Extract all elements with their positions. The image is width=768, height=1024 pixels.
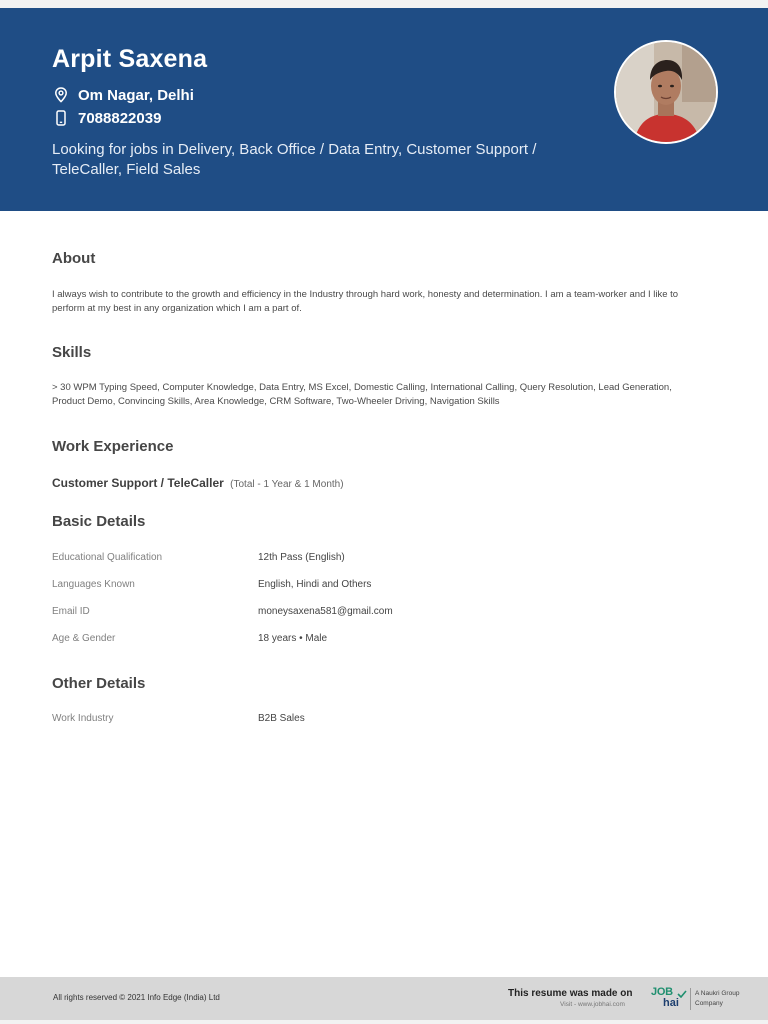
naukri-group-text — [695, 989, 755, 1009]
jobhai-logo[interactable] — [649, 985, 689, 1013]
detail-label-age-gender: Age & Gender — [52, 633, 116, 644]
detail-value-email[interactable]: moneysaxena581@gmail.com — [258, 606, 393, 617]
job-preferences: Looking for jobs in Delivery, Back Office / Data Entry, Customer Support / TeleCaller, Field Sales — [52, 141, 537, 178]
made-on-text: This resume was made on — [508, 988, 633, 999]
detail-label-email: Email ID — [52, 606, 90, 617]
experience-entry — [52, 476, 344, 490]
skills-title: Skills — [52, 344, 92, 361]
about-text: I always wish to contribute to the growth and efficiency in the Industry through hard work, honesty and determination. I am a team-worker and I like to perform at my best in any organization which I am a part of. — [52, 289, 679, 314]
phone-icon — [52, 109, 70, 127]
detail-value-qualification: 12th Pass (English) — [258, 552, 345, 563]
basic-details-title: Basic Details — [52, 513, 146, 530]
avatar — [614, 40, 718, 144]
experience-role: Customer Support / TeleCaller — [52, 476, 224, 490]
detail-value-work-industry: B2B Sales — [258, 713, 305, 724]
visit-link[interactable]: Visit - www.jobhai.com — [560, 1001, 625, 1008]
skills-text: > 30 WPM Typing Speed, Computer Knowledge, Data Entry, MS Excel, Domestic Calling, International Calling, Query Resolution, Lead Generation, Product Demo, Convincing Skills, Area Knowledge, CRM Software, Two-Wheeler Driving, Navigation Skills — [52, 382, 672, 407]
copyright-text: All rights reserved © 2021 Info Edge (India) Ltd — [53, 993, 220, 1002]
phone-number[interactable]: 7088822039 — [78, 109, 162, 127]
experience-duration: (Total - 1 Year & 1 Month) — [230, 479, 344, 490]
naukri-line-2: Company — [695, 1000, 723, 1007]
footer-divider — [690, 988, 691, 1010]
location-row — [52, 85, 194, 105]
location-pin-icon — [52, 86, 70, 104]
about-title: About — [52, 250, 96, 267]
detail-value-age-gender: 18 years • Male — [258, 633, 328, 644]
detail-label-languages: Languages Known — [52, 579, 135, 590]
logo-hai-text: hai — [663, 997, 679, 1009]
detail-label-work-industry: Work Industry — [52, 713, 114, 724]
profile-header — [0, 8, 768, 211]
top-margin-strip — [0, 0, 768, 8]
bottom-margin-strip — [0, 1020, 768, 1024]
phone-row — [52, 108, 161, 128]
other-details-title: Other Details — [52, 675, 146, 692]
detail-value-languages: English, Hindi and Others — [258, 579, 372, 590]
footer — [0, 977, 768, 1020]
location-text: Om Nagar, Delhi — [78, 86, 194, 104]
candidate-name: Arpit Saxena — [52, 45, 208, 73]
detail-label-qualification: Educational Qualification — [52, 552, 163, 563]
logo-check-icon — [677, 990, 687, 998]
naukri-line-1: A Naukri Group — [695, 990, 740, 997]
logo-job-text: JOB — [651, 986, 673, 998]
work-experience-title: Work Experience — [52, 438, 174, 455]
